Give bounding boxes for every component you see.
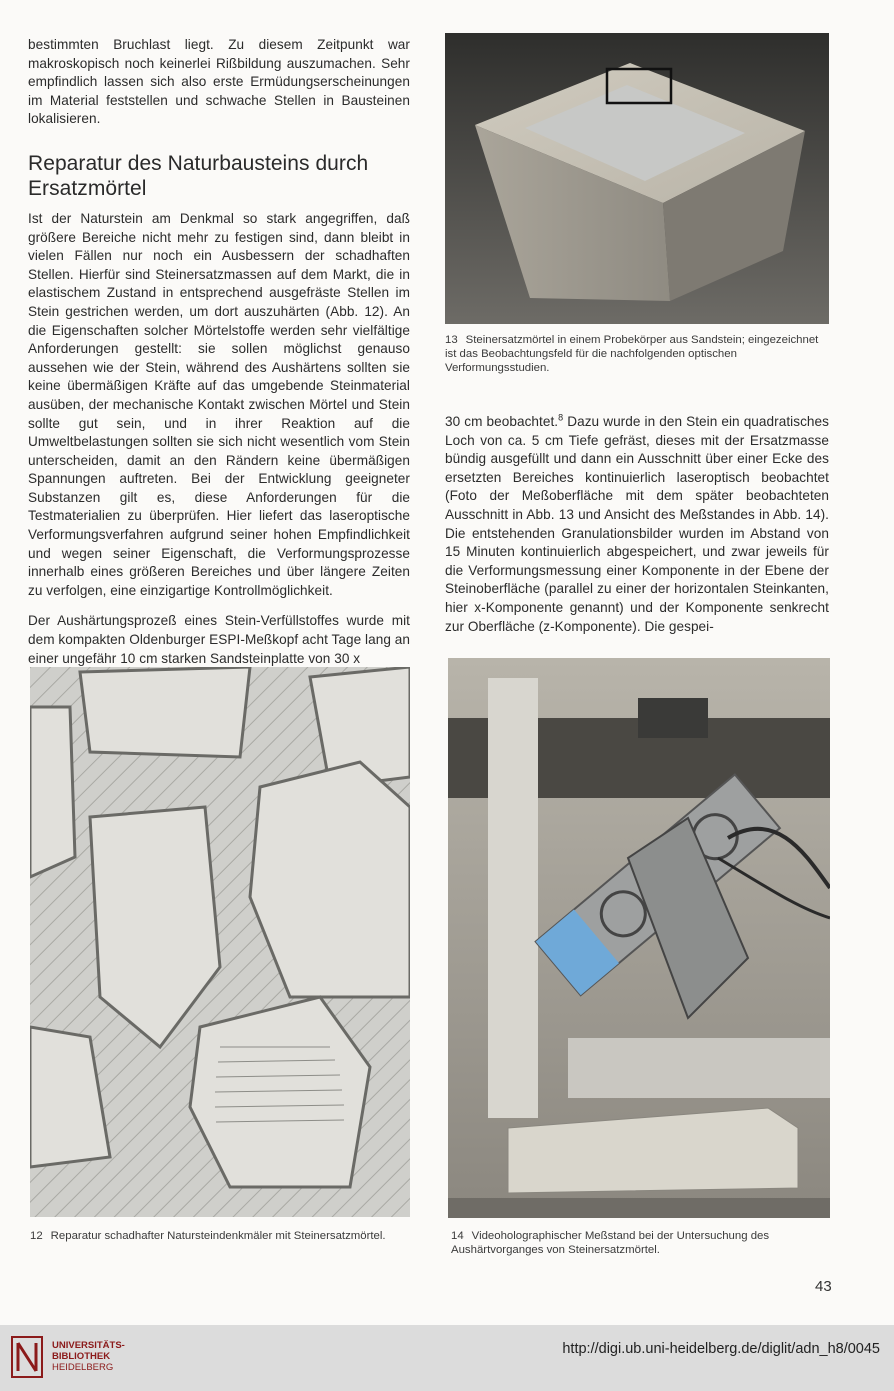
page-number: 43 [815, 1278, 832, 1295]
paragraph-repair: Ist der Naturstein am Denkmal so stark angegriffen, daß größere Bereiche nicht mehr zu festigen sind, dann bleibt in vielen Fällen nur noch ein Ausbessern der schadhaften Stellen. Hierfür sind Steinersatzmassen auf dem Markt, die in elastischem Zustand in entsprechend ausgefräste Stellen im Stein gestrichen werden, um dort auszuhärten (Abb. 12). An die Eigenschaften solcher Mörtelstoffe werden sehr vielfältige Anforderungen gestellt: sie sollen möglichst genauso aussehen wie der Stein, während des Aushärtens sollten sie keine übermäßigen Kräfte auf das umgebende Steinmaterial ausüben, der mechanische Kontakt zwischen Mörtel und Stein sollte gut sein, und in ihrer Reaktion auf die Umweltbelastungen sollten sie sich nicht wesentlich vom Stein unterscheiden, damit an den Rändern keine übermäßigen Spannungen auftreten. Bei der Entwicklung geeigneter Substanzen gilt es, diese Anforderungen für die Testmaterialien zu überprüfen. Hier liefert das laseroptische Verformungsverfahren aufgrund seiner hohen Empfindlichkeit und wegen seiner Eigenschaft, die Verformungsprozesse innerhalb eines größeren Bereiches und über längere Zeiten zu verfolgen, eine einzigartige Kontrollmöglichkeit. [28, 210, 410, 598]
footnote-reference: 8 [558, 412, 564, 423]
library-footer [0, 1325, 894, 1391]
library-name-line-1: UNIVERSITÄTS- [52, 1340, 125, 1351]
library-name-line-2: BIBLIOTHEK [52, 1351, 111, 1362]
figure-14-photo [448, 658, 830, 1218]
source-url-link[interactable]: http://digi.ub.uni-heidelberg.de/diglit/adn_h8/0045 [562, 1341, 880, 1357]
figure-12-photo [30, 667, 410, 1217]
figure-14-number: 14 [451, 1230, 464, 1242]
figure-13-caption-text: Steinersatzmörtel in einem Probekörper aus Sandstein; eingezeichnet ist das Beobachtungsfeld für die nachfolgenden optischen Verformungsstudien. [445, 334, 819, 374]
figure-14-caption-text: Videoholographischer Meßstand bei der Untersuchung des Aushärtvorganges von Steinersatzmörtel. [451, 1230, 770, 1256]
paragraph-measurement [445, 413, 829, 636]
paragraph-curing: Der Aushärtungsprozeß eines Stein-Verfüllstoffes wurde mit dem kompakten Oldenburger ESPI-Meßkopf acht Tage lang an einer ungefähr 10 cm starken Sandsteinplatte von 30 x [28, 613, 410, 666]
figure-14-caption [451, 1229, 829, 1257]
measurement-text-rest: Dazu wurde in den Stein ein quadratisches Loch von ca. 5 cm Tiefe gefräst, dieses mit der Ersatzmasse bündig ausgefüllt und dann ein Ausschnitt über einer Ecke des ersetzten Bereiches kontinuierlich laseroptisch beobachtet (Foto der Meßoberfläche mit dem später beobachteten Ausschnitt in Abb. 13 und Ansicht des Meßstandes in Abb. 14). Die entstehenden Granulationsbilder wurden im Abstand von 15 Minuten kontinuierlich abgespeichert, und zwar jeweils für die Verformungsmessung einer Komponente in der Ebene der Steinoberfläche (parallel zu einer der horizontalen Steinkanten, hier x-Komponente genannt) und der Komponente senkrecht zur Oberfläche (z-Komponente). Die gespei- [445, 414, 829, 634]
figure-12-number: 12 [30, 1230, 43, 1242]
figure-13-caption [445, 333, 829, 375]
section-heading: Reparatur des Naturbausteins durch Ersatzmörtel [28, 151, 369, 200]
right-text-column [445, 413, 829, 648]
paragraph-continuation: bestimmten Bruchlast liegt. Zu diesem Zeitpunkt war makroskopisch noch keinerlei Rißbildung auszumachen. Sehr empfindlich lassen sich also erste Ermüdungserscheinungen im Material feststellen und schwache Stellen in Bausteinen lokalisieren. [28, 37, 410, 127]
measurement-text-start: 30 cm beobachtet. [445, 414, 559, 429]
measurement-stand-image [448, 658, 830, 1218]
library-name-line-3: HEIDELBERG [52, 1362, 114, 1373]
figure-12-caption [30, 1229, 410, 1243]
figure-12-caption-text: Reparatur schadhafter Natursteindenkmäler mit Steinersatzmörtel. [50, 1230, 386, 1242]
figure-13-number: 13 [445, 334, 458, 346]
university-library-logo-icon [10, 1335, 44, 1379]
sandstone-block-image [445, 33, 829, 324]
left-text-column [28, 36, 410, 680]
stone-repair-image [30, 667, 410, 1217]
library-name [52, 1340, 125, 1373]
figure-13-photo [445, 33, 829, 324]
